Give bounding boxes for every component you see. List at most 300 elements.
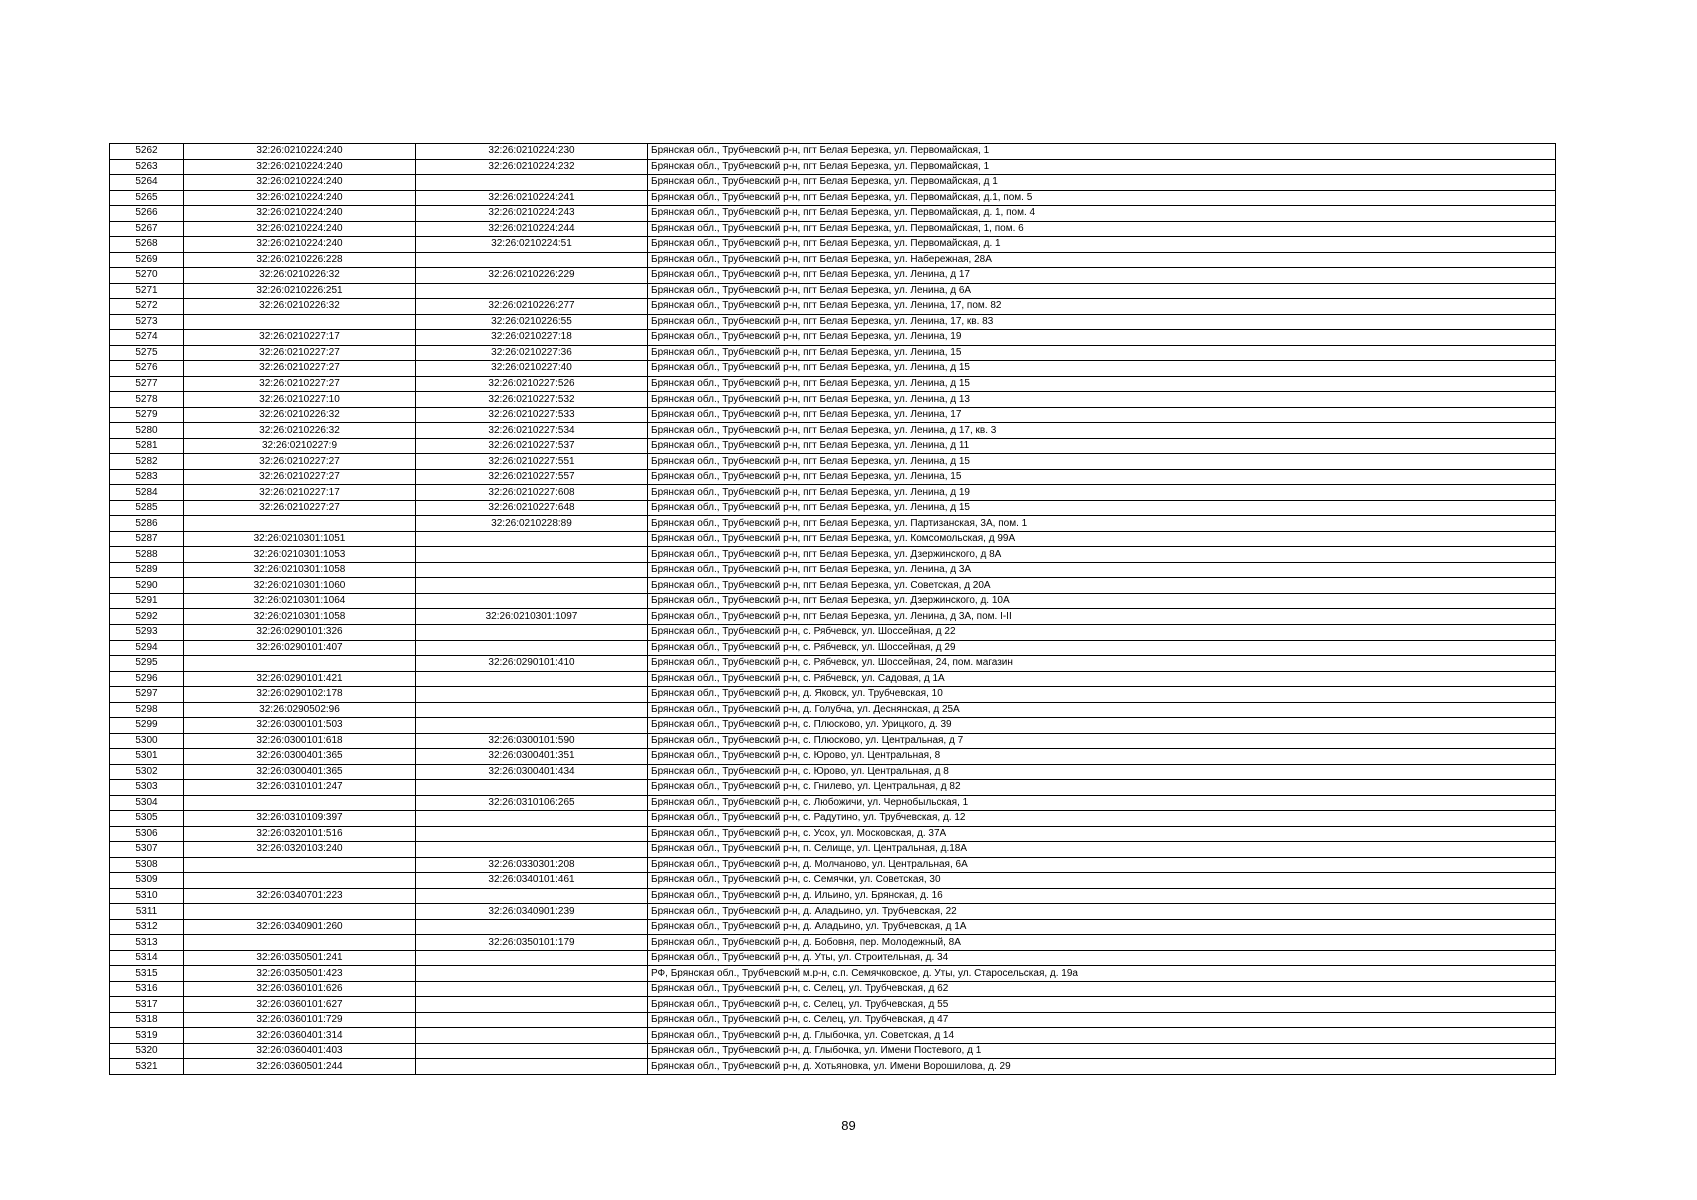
table-row bbox=[110, 609, 1556, 625]
page-number: 89 bbox=[841, 1118, 856, 1133]
row-number-cell: 5305 bbox=[110, 811, 184, 827]
address-cell: Брянская обл., Трубчевский р-н, д. Аладьино, ул. Трубчевская, д 1А bbox=[648, 919, 1556, 935]
cadastral-number-cell: 32:26:0210226:32 bbox=[184, 299, 416, 315]
address-cell: Брянская обл., Трубчевский р-н, пгт Белая Березка, ул. Ленина, 17 bbox=[648, 407, 1556, 423]
row-number-cell: 5313 bbox=[110, 935, 184, 951]
cadastral-number-cell bbox=[184, 516, 416, 532]
address-cell: Брянская обл., Трубчевский р-н, п. Селище, ул. Центральная, д.18А bbox=[648, 842, 1556, 858]
table-row bbox=[110, 299, 1556, 315]
cadastral-number-cell: 32:26:0210224:240 bbox=[184, 221, 416, 237]
related-cadastral-number-cell: 32:26:0210301:1097 bbox=[416, 609, 648, 625]
table-row bbox=[110, 330, 1556, 346]
cadastral-number-cell: 32:26:0210301:1060 bbox=[184, 578, 416, 594]
cadastral-number-cell: 32:26:0210227:27 bbox=[184, 345, 416, 361]
cadastral-number-cell: 32:26:0340701:223 bbox=[184, 888, 416, 904]
address-cell: Брянская обл., Трубчевский р-н, пгт Белая Березка, ул. Ленина, д 15 bbox=[648, 376, 1556, 392]
related-cadastral-number-cell: 32:26:0210224:241 bbox=[416, 190, 648, 206]
row-number-cell: 5307 bbox=[110, 842, 184, 858]
address-cell: Брянская обл., Трубчевский р-н, с. Рябчевск, ул. Садовая, д 1А bbox=[648, 671, 1556, 687]
related-cadastral-number-cell: 32:26:0210227:533 bbox=[416, 407, 648, 423]
table-row bbox=[110, 1028, 1556, 1044]
related-cadastral-number-cell: 32:26:0350101:179 bbox=[416, 935, 648, 951]
related-cadastral-number-cell bbox=[416, 283, 648, 299]
row-number-cell: 5293 bbox=[110, 624, 184, 640]
cadastral-number-cell bbox=[184, 873, 416, 889]
row-number-cell: 5288 bbox=[110, 547, 184, 563]
table-row bbox=[110, 826, 1556, 842]
row-number-cell: 5301 bbox=[110, 749, 184, 765]
cadastral-number-cell: 32:26:0210224:240 bbox=[184, 159, 416, 175]
cadastral-number-cell: 32:26:0350501:423 bbox=[184, 966, 416, 982]
row-number-cell: 5284 bbox=[110, 485, 184, 501]
table-row bbox=[110, 718, 1556, 734]
address-cell: Брянская обл., Трубчевский р-н, пгт Белая Березка, ул. Ленина, д 13 bbox=[648, 392, 1556, 408]
table-row bbox=[110, 640, 1556, 656]
table-row bbox=[110, 345, 1556, 361]
address-cell: Брянская обл., Трубчевский р-н, пгт Белая Березка, ул. Дзержинского, д. 10А bbox=[648, 593, 1556, 609]
row-number-cell: 5265 bbox=[110, 190, 184, 206]
related-cadastral-number-cell: 32:26:0210227:534 bbox=[416, 423, 648, 439]
registry-table bbox=[109, 143, 1556, 1075]
cadastral-number-cell: 32:26:0360101:729 bbox=[184, 1012, 416, 1028]
address-cell: Брянская обл., Трубчевский р-н, пгт Белая Березка, ул. Первомайская, 1 bbox=[648, 144, 1556, 160]
address-cell: Брянская обл., Трубчевский р-н, с. Плюсково, ул. Центральная, д 7 bbox=[648, 733, 1556, 749]
address-cell: Брянская обл., Трубчевский р-н, д. Глыбочка, ул. Советская, д 14 bbox=[648, 1028, 1556, 1044]
cadastral-number-cell: 32:26:0300101:503 bbox=[184, 718, 416, 734]
cadastral-number-cell: 32:26:0360501:244 bbox=[184, 1059, 416, 1075]
table-row bbox=[110, 795, 1556, 811]
cadastral-number-cell: 32:26:0210301:1058 bbox=[184, 562, 416, 578]
cadastral-number-cell: 32:26:0290502:96 bbox=[184, 702, 416, 718]
related-cadastral-number-cell bbox=[416, 842, 648, 858]
cadastral-number-cell: 32:26:0210227:27 bbox=[184, 376, 416, 392]
related-cadastral-number-cell bbox=[416, 1043, 648, 1059]
table-row bbox=[110, 888, 1556, 904]
related-cadastral-number-cell: 32:26:0210227:36 bbox=[416, 345, 648, 361]
table-row bbox=[110, 144, 1556, 160]
table-row bbox=[110, 981, 1556, 997]
address-cell: Брянская обл., Трубчевский р-н, с. Рябчевск, ул. Шоссейная, д 29 bbox=[648, 640, 1556, 656]
table-row bbox=[110, 904, 1556, 920]
address-cell: Брянская обл., Трубчевский р-н, пгт Белая Березка, ул. Ленина, д 17, кв. 3 bbox=[648, 423, 1556, 439]
address-cell: Брянская обл., Трубчевский р-н, пгт Белая Березка, ул. Ленина, 17, кв. 83 bbox=[648, 314, 1556, 330]
table-row bbox=[110, 1059, 1556, 1075]
related-cadastral-number-cell bbox=[416, 671, 648, 687]
table-row bbox=[110, 361, 1556, 377]
cadastral-number-cell: 32:26:0210226:32 bbox=[184, 423, 416, 439]
address-cell: Брянская обл., Трубчевский р-н, с. Селец, ул. Трубчевская, д 62 bbox=[648, 981, 1556, 997]
table-row bbox=[110, 811, 1556, 827]
row-number-cell: 5272 bbox=[110, 299, 184, 315]
row-number-cell: 5316 bbox=[110, 981, 184, 997]
table-row bbox=[110, 547, 1556, 563]
address-cell: Брянская обл., Трубчевский р-н, с. Плюсково, ул. Урицкого, д. 39 bbox=[648, 718, 1556, 734]
address-cell: Брянская обл., Трубчевский р-н, с. Любожичи, ул. Чернобыльская, 1 bbox=[648, 795, 1556, 811]
cadastral-number-cell bbox=[184, 935, 416, 951]
cadastral-number-cell bbox=[184, 314, 416, 330]
related-cadastral-number-cell bbox=[416, 1028, 648, 1044]
cadastral-number-cell: 32:26:0300101:618 bbox=[184, 733, 416, 749]
address-cell: Брянская обл., Трубчевский р-н, с. Юрово, ул. Центральная, д 8 bbox=[648, 764, 1556, 780]
cadastral-number-cell: 32:26:0320103:240 bbox=[184, 842, 416, 858]
table-row bbox=[110, 702, 1556, 718]
related-cadastral-number-cell bbox=[416, 981, 648, 997]
row-number-cell: 5287 bbox=[110, 531, 184, 547]
cadastral-number-cell: 32:26:0210301:1064 bbox=[184, 593, 416, 609]
row-number-cell: 5297 bbox=[110, 687, 184, 703]
address-cell: Брянская обл., Трубчевский р-н, пгт Белая Березка, ул. Ленина, д 19 bbox=[648, 485, 1556, 501]
table-row bbox=[110, 578, 1556, 594]
related-cadastral-number-cell bbox=[416, 252, 648, 268]
cadastral-number-cell: 32:26:0290101:326 bbox=[184, 624, 416, 640]
address-cell: Брянская обл., Трубчевский р-н, д. Ильино, ул. Брянская, д. 16 bbox=[648, 888, 1556, 904]
related-cadastral-number-cell bbox=[416, 780, 648, 796]
address-cell: Брянская обл., Трубчевский р-н, пгт Белая Березка, ул. Первомайская, д.1, пом. 5 bbox=[648, 190, 1556, 206]
cadastral-number-cell: 32:26:0360101:627 bbox=[184, 997, 416, 1013]
cadastral-number-cell: 32:26:0210224:240 bbox=[184, 206, 416, 222]
row-number-cell: 5309 bbox=[110, 873, 184, 889]
table-row bbox=[110, 516, 1556, 532]
related-cadastral-number-cell bbox=[416, 624, 648, 640]
table-row bbox=[110, 687, 1556, 703]
row-number-cell: 5310 bbox=[110, 888, 184, 904]
table-row bbox=[110, 656, 1556, 672]
related-cadastral-number-cell bbox=[416, 1012, 648, 1028]
table-row bbox=[110, 376, 1556, 392]
related-cadastral-number-cell bbox=[416, 687, 648, 703]
row-number-cell: 5318 bbox=[110, 1012, 184, 1028]
address-cell: Брянская обл., Трубчевский р-н, с. Юрово, ул. Центральная, 8 bbox=[648, 749, 1556, 765]
table-row bbox=[110, 950, 1556, 966]
row-number-cell: 5271 bbox=[110, 283, 184, 299]
row-number-cell: 5285 bbox=[110, 500, 184, 516]
cadastral-number-cell: 32:26:0290102:178 bbox=[184, 687, 416, 703]
row-number-cell: 5308 bbox=[110, 857, 184, 873]
related-cadastral-number-cell: 32:26:0210226:277 bbox=[416, 299, 648, 315]
address-cell: Брянская обл., Трубчевский р-н, пгт Белая Березка, ул. Набережная, 28А bbox=[648, 252, 1556, 268]
related-cadastral-number-cell: 32:26:0300401:434 bbox=[416, 764, 648, 780]
related-cadastral-number-cell: 32:26:0210227:40 bbox=[416, 361, 648, 377]
cadastral-number-cell: 32:26:0210227:17 bbox=[184, 485, 416, 501]
address-cell: Брянская обл., Трубчевский р-н, с. Гнилево, ул. Центральная, д 82 bbox=[648, 780, 1556, 796]
table-row bbox=[110, 1012, 1556, 1028]
row-number-cell: 5311 bbox=[110, 904, 184, 920]
address-cell: Брянская обл., Трубчевский р-н, с. Селец, ул. Трубчевская, д 47 bbox=[648, 1012, 1556, 1028]
address-cell: Брянская обл., Трубчевский р-н, пгт Белая Березка, ул. Ленина, 17, пом. 82 bbox=[648, 299, 1556, 315]
row-number-cell: 5317 bbox=[110, 997, 184, 1013]
row-number-cell: 5302 bbox=[110, 764, 184, 780]
related-cadastral-number-cell bbox=[416, 562, 648, 578]
address-cell: Брянская обл., Трубчевский р-н, с. Рябчевск, ул. Шоссейная, д 22 bbox=[648, 624, 1556, 640]
row-number-cell: 5320 bbox=[110, 1043, 184, 1059]
address-cell: Брянская обл., Трубчевский р-н, пгт Белая Березка, ул. Ленина, д 15 bbox=[648, 454, 1556, 470]
row-number-cell: 5278 bbox=[110, 392, 184, 408]
cadastral-number-cell: 32:26:0320101:516 bbox=[184, 826, 416, 842]
table-row bbox=[110, 268, 1556, 284]
row-number-cell: 5283 bbox=[110, 469, 184, 485]
related-cadastral-number-cell: 32:26:0330301:208 bbox=[416, 857, 648, 873]
related-cadastral-number-cell: 32:26:0210224:244 bbox=[416, 221, 648, 237]
table-row bbox=[110, 935, 1556, 951]
row-number-cell: 5282 bbox=[110, 454, 184, 470]
related-cadastral-number-cell: 32:26:0300101:590 bbox=[416, 733, 648, 749]
related-cadastral-number-cell: 32:26:0210228:89 bbox=[416, 516, 648, 532]
table-row bbox=[110, 671, 1556, 687]
related-cadastral-number-cell bbox=[416, 997, 648, 1013]
cadastral-number-cell: 32:26:0340901:260 bbox=[184, 919, 416, 935]
cadastral-number-cell bbox=[184, 904, 416, 920]
table-row bbox=[110, 206, 1556, 222]
cadastral-number-cell bbox=[184, 857, 416, 873]
cadastral-number-cell: 32:26:0210227:17 bbox=[184, 330, 416, 346]
row-number-cell: 5315 bbox=[110, 966, 184, 982]
cadastral-number-cell: 32:26:0210227:10 bbox=[184, 392, 416, 408]
related-cadastral-number-cell: 32:26:0300401:351 bbox=[416, 749, 648, 765]
related-cadastral-number-cell: 32:26:0210224:232 bbox=[416, 159, 648, 175]
table-row bbox=[110, 562, 1556, 578]
cadastral-number-cell: 32:26:0360401:314 bbox=[184, 1028, 416, 1044]
address-cell: Брянская обл., Трубчевский р-н, пгт Белая Березка, ул. Ленина, 19 bbox=[648, 330, 1556, 346]
row-number-cell: 5314 bbox=[110, 950, 184, 966]
row-number-cell: 5262 bbox=[110, 144, 184, 160]
table-row bbox=[110, 221, 1556, 237]
address-cell: Брянская обл., Трубчевский р-н, пгт Белая Березка, ул. Ленина, д 6А bbox=[648, 283, 1556, 299]
address-cell: Брянская обл., Трубчевский р-н, д. Хотьяновка, ул. Имени Ворошилова, д. 29 bbox=[648, 1059, 1556, 1075]
row-number-cell: 5299 bbox=[110, 718, 184, 734]
related-cadastral-number-cell: 32:26:0310106:265 bbox=[416, 795, 648, 811]
related-cadastral-number-cell: 32:26:0210227:532 bbox=[416, 392, 648, 408]
cadastral-number-cell: 32:26:0360401:403 bbox=[184, 1043, 416, 1059]
related-cadastral-number-cell: 32:26:0210227:526 bbox=[416, 376, 648, 392]
cadastral-number-cell: 32:26:0290101:421 bbox=[184, 671, 416, 687]
related-cadastral-number-cell bbox=[416, 826, 648, 842]
table-row bbox=[110, 175, 1556, 191]
cadastral-number-cell: 32:26:0210226:32 bbox=[184, 268, 416, 284]
cadastral-number-cell: 32:26:0210227:27 bbox=[184, 454, 416, 470]
related-cadastral-number-cell: 32:26:0290101:410 bbox=[416, 656, 648, 672]
related-cadastral-number-cell: 32:26:0210226:55 bbox=[416, 314, 648, 330]
related-cadastral-number-cell bbox=[416, 888, 648, 904]
row-number-cell: 5291 bbox=[110, 593, 184, 609]
related-cadastral-number-cell: 32:26:0340101:461 bbox=[416, 873, 648, 889]
row-number-cell: 5279 bbox=[110, 407, 184, 423]
address-cell: Брянская обл., Трубчевский р-н, пгт Белая Березка, ул. Первомайская, 1 bbox=[648, 159, 1556, 175]
related-cadastral-number-cell bbox=[416, 950, 648, 966]
related-cadastral-number-cell bbox=[416, 919, 648, 935]
table-row bbox=[110, 485, 1556, 501]
table-row bbox=[110, 392, 1556, 408]
related-cadastral-number-cell bbox=[416, 811, 648, 827]
address-cell: Брянская обл., Трубчевский р-н, д. Уты, ул. Строительная, д. 34 bbox=[648, 950, 1556, 966]
related-cadastral-number-cell bbox=[416, 966, 648, 982]
address-cell: Брянская обл., Трубчевский р-н, пгт Белая Березка, ул. Комсомольская, д 99А bbox=[648, 531, 1556, 547]
table-row bbox=[110, 423, 1556, 439]
registry-table-body bbox=[110, 144, 1556, 1075]
row-number-cell: 5300 bbox=[110, 733, 184, 749]
row-number-cell: 5274 bbox=[110, 330, 184, 346]
table-row bbox=[110, 749, 1556, 765]
row-number-cell: 5270 bbox=[110, 268, 184, 284]
address-cell: Брянская обл., Трубчевский р-н, пгт Белая Березка, ул. Первомайская, 1, пом. 6 bbox=[648, 221, 1556, 237]
related-cadastral-number-cell bbox=[416, 718, 648, 734]
cadastral-number-cell: 32:26:0300401:365 bbox=[184, 764, 416, 780]
cadastral-number-cell: 32:26:0210227:27 bbox=[184, 469, 416, 485]
row-number-cell: 5319 bbox=[110, 1028, 184, 1044]
table-row bbox=[110, 190, 1556, 206]
cadastral-number-cell: 32:26:0290101:407 bbox=[184, 640, 416, 656]
cadastral-number-cell: 32:26:0210224:240 bbox=[184, 144, 416, 160]
address-cell: Брянская обл., Трубчевский р-н, пгт Белая Березка, ул. Первомайская, д. 1, пом. 4 bbox=[648, 206, 1556, 222]
table-row bbox=[110, 780, 1556, 796]
table-row bbox=[110, 1043, 1556, 1059]
related-cadastral-number-cell bbox=[416, 593, 648, 609]
cadastral-number-cell: 32:26:0350501:241 bbox=[184, 950, 416, 966]
table-row bbox=[110, 764, 1556, 780]
row-number-cell: 5276 bbox=[110, 361, 184, 377]
address-cell: Брянская обл., Трубчевский р-н, пгт Белая Березка, ул. Первомайская, д 1 bbox=[648, 175, 1556, 191]
row-number-cell: 5294 bbox=[110, 640, 184, 656]
related-cadastral-number-cell bbox=[416, 1059, 648, 1075]
cadastral-number-cell: 32:26:0300401:365 bbox=[184, 749, 416, 765]
table-row bbox=[110, 842, 1556, 858]
row-number-cell: 5277 bbox=[110, 376, 184, 392]
address-cell: Брянская обл., Трубчевский р-н, с. Рябчевск, ул. Шоссейная, 24, пом. магазин bbox=[648, 656, 1556, 672]
related-cadastral-number-cell: 32:26:0340901:239 bbox=[416, 904, 648, 920]
related-cadastral-number-cell bbox=[416, 175, 648, 191]
table-row bbox=[110, 438, 1556, 454]
row-number-cell: 5321 bbox=[110, 1059, 184, 1075]
table-row bbox=[110, 283, 1556, 299]
related-cadastral-number-cell: 32:26:0210227:537 bbox=[416, 438, 648, 454]
row-number-cell: 5292 bbox=[110, 609, 184, 625]
address-cell: Брянская обл., Трубчевский р-н, д. Глыбочка, ул. Имени Постевого, д 1 bbox=[648, 1043, 1556, 1059]
row-number-cell: 5295 bbox=[110, 656, 184, 672]
cadastral-number-cell bbox=[184, 795, 416, 811]
related-cadastral-number-cell: 32:26:0210227:648 bbox=[416, 500, 648, 516]
cadastral-number-cell: 32:26:0210227:27 bbox=[184, 500, 416, 516]
table-row bbox=[110, 593, 1556, 609]
address-cell: РФ, Брянская обл., Трубчевский м.р-н, с.п. Семячковское, д. Уты, ул. Старосельская, д. 19а bbox=[648, 966, 1556, 982]
address-cell: Брянская обл., Трубчевский р-н, с. Радутино, ул. Трубчевская, д. 12 bbox=[648, 811, 1556, 827]
address-cell: Брянская обл., Трубчевский р-н, д. Молчаново, ул. Центральная, 6А bbox=[648, 857, 1556, 873]
address-cell: Брянская обл., Трубчевский р-н, пгт Белая Березка, ул. Ленина, д 15 bbox=[648, 500, 1556, 516]
row-number-cell: 5269 bbox=[110, 252, 184, 268]
address-cell: Брянская обл., Трубчевский р-н, пгт Белая Березка, ул. Партизанская, 3А, пом. 1 bbox=[648, 516, 1556, 532]
row-number-cell: 5281 bbox=[110, 438, 184, 454]
related-cadastral-number-cell: 32:26:0210224:243 bbox=[416, 206, 648, 222]
cadastral-number-cell bbox=[184, 656, 416, 672]
row-number-cell: 5296 bbox=[110, 671, 184, 687]
address-cell: Брянская обл., Трубчевский р-н, пгт Белая Березка, ул. Ленина, д 17 bbox=[648, 268, 1556, 284]
address-cell: Брянская обл., Трубчевский р-н, пгт Белая Березка, ул. Ленина, д 3А bbox=[648, 562, 1556, 578]
address-cell: Брянская обл., Трубчевский р-н, с. Усох, ул. Московская, д. 37А bbox=[648, 826, 1556, 842]
related-cadastral-number-cell bbox=[416, 578, 648, 594]
table-row bbox=[110, 966, 1556, 982]
row-number-cell: 5286 bbox=[110, 516, 184, 532]
cadastral-number-cell: 32:26:0210301:1058 bbox=[184, 609, 416, 625]
related-cadastral-number-cell bbox=[416, 547, 648, 563]
cadastral-number-cell: 32:26:0210226:228 bbox=[184, 252, 416, 268]
row-number-cell: 5280 bbox=[110, 423, 184, 439]
related-cadastral-number-cell bbox=[416, 702, 648, 718]
address-cell: Брянская обл., Трубчевский р-н, пгт Белая Березка, ул. Советская, д 20А bbox=[648, 578, 1556, 594]
related-cadastral-number-cell: 32:26:0210224:230 bbox=[416, 144, 648, 160]
cadastral-number-cell: 32:26:0210227:27 bbox=[184, 361, 416, 377]
address-cell: Брянская обл., Трубчевский р-н, д. Аладьино, ул. Трубчевская, 22 bbox=[648, 904, 1556, 920]
cadastral-number-cell: 32:26:0210301:1051 bbox=[184, 531, 416, 547]
table-row bbox=[110, 454, 1556, 470]
address-cell: Брянская обл., Трубчевский р-н, пгт Белая Березка, ул. Ленина, 15 bbox=[648, 469, 1556, 485]
row-number-cell: 5289 bbox=[110, 562, 184, 578]
table-row bbox=[110, 873, 1556, 889]
row-number-cell: 5273 bbox=[110, 314, 184, 330]
cadastral-number-cell: 32:26:0310101:247 bbox=[184, 780, 416, 796]
cadastral-number-cell: 32:26:0210301:1053 bbox=[184, 547, 416, 563]
address-cell: Брянская обл., Трубчевский р-н, пгт Белая Березка, ул. Дзержинского, д 8А bbox=[648, 547, 1556, 563]
table-row bbox=[110, 500, 1556, 516]
cadastral-number-cell: 32:26:0310109:397 bbox=[184, 811, 416, 827]
table-row bbox=[110, 733, 1556, 749]
cadastral-number-cell: 32:26:0210224:240 bbox=[184, 190, 416, 206]
related-cadastral-number-cell: 32:26:0210226:229 bbox=[416, 268, 648, 284]
cadastral-number-cell: 32:26:0210226:251 bbox=[184, 283, 416, 299]
table-row bbox=[110, 314, 1556, 330]
address-cell: Брянская обл., Трубчевский р-н, пгт Белая Березка, ул. Ленина, д 3А, пом. I-II bbox=[648, 609, 1556, 625]
table-row bbox=[110, 407, 1556, 423]
row-number-cell: 5266 bbox=[110, 206, 184, 222]
row-number-cell: 5275 bbox=[110, 345, 184, 361]
related-cadastral-number-cell: 32:26:0210227:557 bbox=[416, 469, 648, 485]
row-number-cell: 5304 bbox=[110, 795, 184, 811]
related-cadastral-number-cell bbox=[416, 531, 648, 547]
cadastral-number-cell: 32:26:0210226:32 bbox=[184, 407, 416, 423]
cadastral-number-cell: 32:26:0360101:626 bbox=[184, 981, 416, 997]
table-row bbox=[110, 624, 1556, 640]
table-row bbox=[110, 237, 1556, 253]
related-cadastral-number-cell: 32:26:0210227:551 bbox=[416, 454, 648, 470]
row-number-cell: 5312 bbox=[110, 919, 184, 935]
table-row bbox=[110, 919, 1556, 935]
related-cadastral-number-cell: 32:26:0210227:18 bbox=[416, 330, 648, 346]
row-number-cell: 5268 bbox=[110, 237, 184, 253]
address-cell: Брянская обл., Трубчевский р-н, пгт Белая Березка, ул. Ленина, д 11 bbox=[648, 438, 1556, 454]
cadastral-number-cell: 32:26:0210224:240 bbox=[184, 175, 416, 191]
cadastral-number-cell: 32:26:0210224:240 bbox=[184, 237, 416, 253]
table-row bbox=[110, 159, 1556, 175]
related-cadastral-number-cell: 32:26:0210224:51 bbox=[416, 237, 648, 253]
address-cell: Брянская обл., Трубчевский р-н, д. Голубча, ул. Деснянская, д 25А bbox=[648, 702, 1556, 718]
table-row bbox=[110, 997, 1556, 1013]
row-number-cell: 5263 bbox=[110, 159, 184, 175]
table-row bbox=[110, 857, 1556, 873]
address-cell: Брянская обл., Трубчевский р-н, пгт Белая Березка, ул. Ленина, 15 bbox=[648, 345, 1556, 361]
address-cell: Брянская обл., Трубчевский р-н, с. Селец, ул. Трубчевская, д 55 bbox=[648, 997, 1556, 1013]
table-row bbox=[110, 252, 1556, 268]
cadastral-number-cell: 32:26:0210227:9 bbox=[184, 438, 416, 454]
address-cell: Брянская обл., Трубчевский р-н, д. Бобовня, пер. Молодежный, 8А bbox=[648, 935, 1556, 951]
table-row bbox=[110, 531, 1556, 547]
related-cadastral-number-cell bbox=[416, 640, 648, 656]
address-cell: Брянская обл., Трубчевский р-н, д. Яковск, ул. Трубчевская, 10 bbox=[648, 687, 1556, 703]
table-row bbox=[110, 469, 1556, 485]
row-number-cell: 5298 bbox=[110, 702, 184, 718]
row-number-cell: 5267 bbox=[110, 221, 184, 237]
row-number-cell: 5290 bbox=[110, 578, 184, 594]
address-cell: Брянская обл., Трубчевский р-н, пгт Белая Березка, ул. Первомайская, д. 1 bbox=[648, 237, 1556, 253]
related-cadastral-number-cell: 32:26:0210227:608 bbox=[416, 485, 648, 501]
row-number-cell: 5306 bbox=[110, 826, 184, 842]
row-number-cell: 5264 bbox=[110, 175, 184, 191]
